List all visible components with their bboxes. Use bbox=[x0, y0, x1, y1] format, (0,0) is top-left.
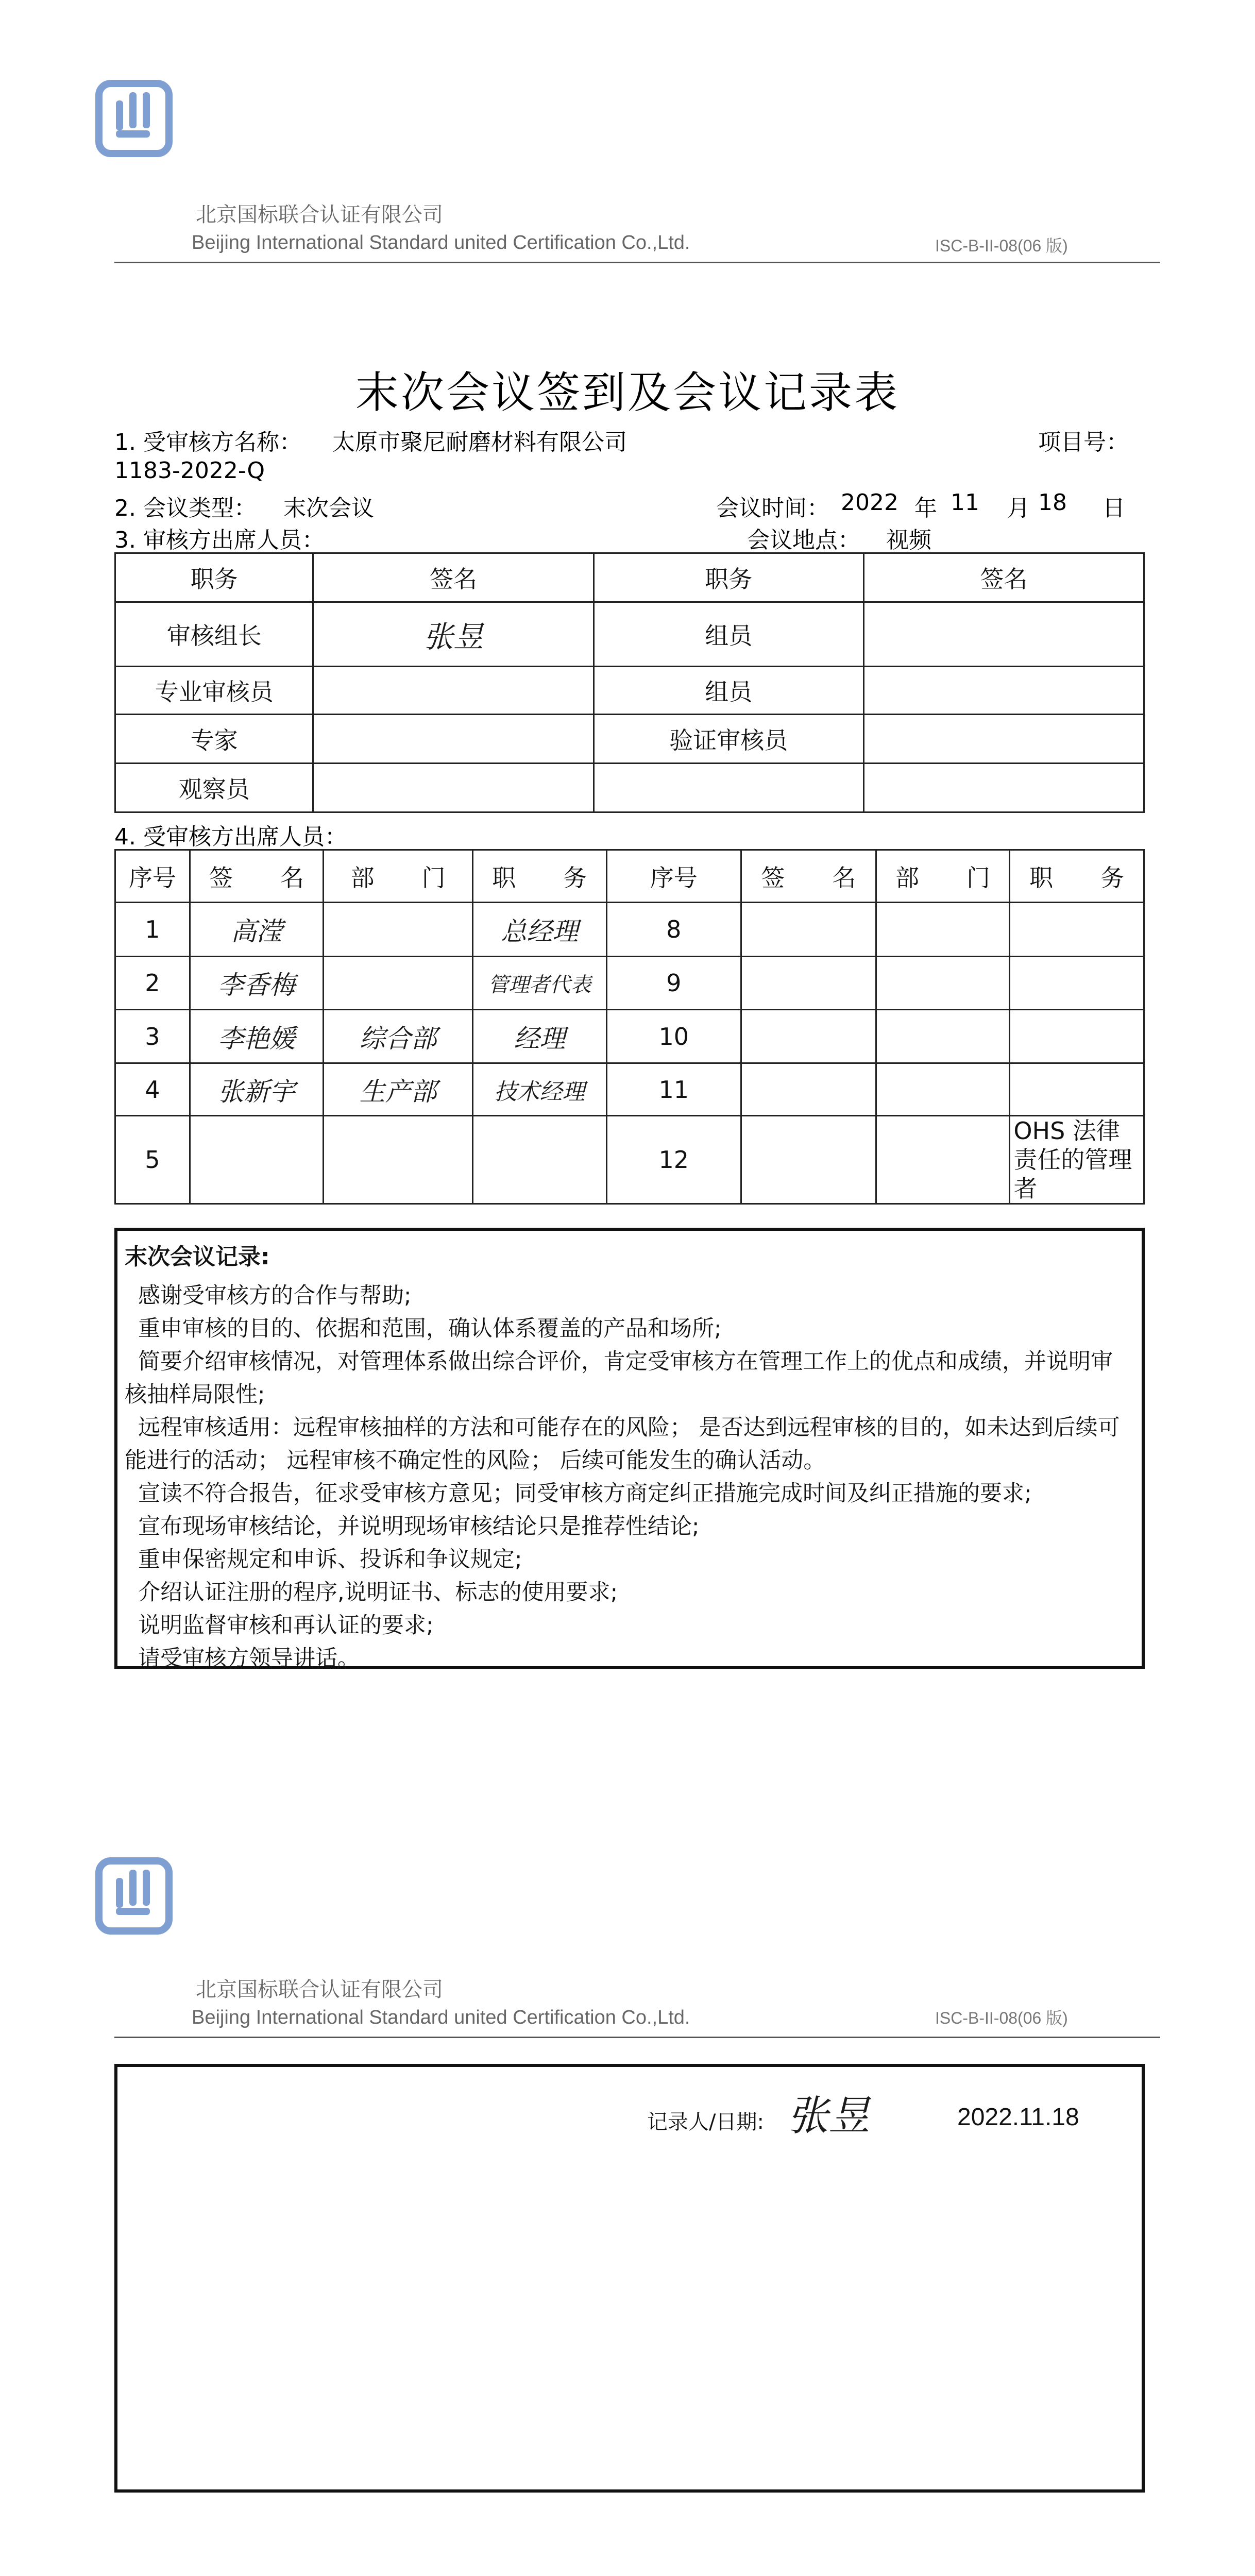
row-number: 1 bbox=[115, 903, 190, 957]
signature-cell bbox=[741, 1116, 876, 1204]
header-divider bbox=[114, 262, 1160, 263]
handwritten-department: 综合部 bbox=[359, 1023, 437, 1054]
role-cell: 观察员 bbox=[115, 764, 313, 812]
leader-signature: 张昱 bbox=[423, 619, 484, 654]
table-header-row bbox=[115, 553, 1144, 602]
signature-cell bbox=[741, 1010, 876, 1063]
column-header: 职务 bbox=[593, 553, 863, 602]
form-number: ISC-B-II-08(06 版) bbox=[935, 236, 1068, 255]
minutes-line: 宣布现场审核结论，并说明现场审核结论只是推荐性结论; bbox=[138, 1514, 700, 1539]
department-cell bbox=[324, 957, 473, 1010]
table-row bbox=[115, 602, 1144, 667]
table-row bbox=[115, 1010, 1144, 1063]
row-number: 3 bbox=[115, 1010, 190, 1063]
table-row bbox=[115, 1116, 1144, 1204]
role-cell: 专家 bbox=[115, 715, 313, 764]
table-header-row bbox=[115, 850, 1144, 903]
table-row bbox=[115, 667, 1144, 715]
signature-cell bbox=[863, 764, 1144, 812]
role-cell: 专业审核员 bbox=[115, 667, 313, 715]
meeting-year: 2022 bbox=[841, 489, 898, 516]
minutes-line: 介绍认证注册的程序,说明证书、标志的使用要求; bbox=[138, 1580, 618, 1605]
title-cell bbox=[472, 1063, 606, 1116]
record-box bbox=[114, 2064, 1145, 2493]
column-header: 部 门 bbox=[324, 850, 473, 903]
title-cell bbox=[1010, 1063, 1144, 1116]
auditee-attendees-label: 4. 受审核方出席人员： bbox=[114, 824, 347, 850]
signature-cell bbox=[190, 903, 324, 957]
attendee-signature: 张新宇 bbox=[218, 1076, 296, 1107]
table-row bbox=[115, 903, 1144, 957]
column-header: 职务 bbox=[115, 553, 313, 602]
department-cell bbox=[876, 1063, 1010, 1116]
row-number: 4 bbox=[115, 1063, 190, 1116]
role-cell: 组员 bbox=[593, 602, 863, 667]
row-number: 8 bbox=[606, 903, 741, 957]
title-cell: OHS 法律责任的管理者 bbox=[1010, 1116, 1144, 1204]
department-cell bbox=[876, 1010, 1010, 1063]
row-number: 2 bbox=[115, 957, 190, 1010]
signature-cell bbox=[313, 602, 593, 667]
title-cell bbox=[472, 957, 606, 1010]
column-header: 职 务 bbox=[472, 850, 606, 903]
page-title: 末次会议签到及会议记录表 bbox=[355, 367, 900, 418]
signature-cell bbox=[190, 957, 324, 1010]
signature-cell bbox=[190, 1063, 324, 1116]
company-logo-icon bbox=[95, 1857, 173, 1935]
project-label: 项目号： bbox=[1038, 429, 1129, 455]
table-row bbox=[115, 1063, 1144, 1116]
signature-cell bbox=[741, 957, 876, 1010]
meeting-place-label: 会议地点： bbox=[747, 527, 860, 553]
company-name-cn: 北京国标联合认证有限公司 bbox=[196, 1978, 443, 2002]
handwritten-department: 生产部 bbox=[359, 1076, 437, 1107]
title-cell bbox=[1010, 957, 1144, 1010]
department-cell bbox=[876, 903, 1010, 957]
minutes-line: 简要介绍审核情况，对管理体系做出综合评价，肯定受审核方在管理工作上的优点和成绩，并说明审 bbox=[138, 1349, 1113, 1375]
signature-cell bbox=[190, 1116, 324, 1204]
audit-team-table bbox=[114, 552, 1145, 813]
header-divider bbox=[114, 2037, 1160, 2038]
row-number: 5 bbox=[115, 1116, 190, 1204]
department-cell bbox=[876, 1116, 1010, 1204]
table-row bbox=[115, 715, 1144, 764]
form-number: ISC-B-II-08(06 版) bbox=[935, 2009, 1068, 2027]
minutes-line: 说明监督审核和再认证的要求; bbox=[138, 1613, 434, 1638]
title-cell bbox=[1010, 1010, 1144, 1063]
meeting-place-value: 视频 bbox=[886, 527, 931, 553]
minutes-line: 核抽样局限性; bbox=[125, 1382, 265, 1408]
signature-cell bbox=[863, 602, 1144, 667]
company-name-en: Beijing International Standard united Certification Co.,Ltd. bbox=[192, 2007, 690, 2028]
recorder-label: 记录人/日期: bbox=[647, 2110, 764, 2134]
row-number: 11 bbox=[606, 1063, 741, 1116]
department-cell bbox=[876, 957, 1010, 1010]
handwritten-title: 经理 bbox=[514, 1023, 566, 1054]
role-cell bbox=[593, 764, 863, 812]
meeting-day: 18 bbox=[1038, 489, 1067, 516]
signature-cell bbox=[313, 715, 593, 764]
column-header: 签 名 bbox=[741, 850, 876, 903]
column-header: 签 名 bbox=[190, 850, 324, 903]
signature-cell bbox=[863, 667, 1144, 715]
minutes-line: 请受审核方领导讲话。 bbox=[138, 1646, 360, 1671]
row-number: 9 bbox=[606, 957, 741, 1010]
auditee-label: 1. 受审核方名称： bbox=[114, 429, 302, 455]
company-name-en: Beijing International Standard united Certification Co.,Ltd. bbox=[192, 232, 690, 253]
table-row bbox=[115, 957, 1144, 1010]
title-cell bbox=[472, 1116, 606, 1204]
column-header: 签名 bbox=[313, 553, 593, 602]
role-cell: 审核组长 bbox=[115, 602, 313, 667]
audit-attendees-label: 3. 审核方出席人员： bbox=[114, 527, 325, 553]
column-header: 部 门 bbox=[876, 850, 1010, 903]
meeting-minutes-box bbox=[114, 1228, 1145, 1669]
company-name-cn: 北京国标联合认证有限公司 bbox=[196, 203, 443, 227]
attendee-signature: 李艳媛 bbox=[218, 1023, 296, 1054]
handwritten-title: 技术经理 bbox=[494, 1078, 585, 1105]
department-cell bbox=[324, 1010, 473, 1063]
signature-cell bbox=[313, 764, 593, 812]
record-date: 2022.11.18 bbox=[957, 2104, 1079, 2131]
minutes-heading: 末次会议记录: bbox=[125, 1244, 270, 1270]
row-number: 10 bbox=[606, 1010, 741, 1063]
meeting-type-label: 2. 会议类型： bbox=[114, 495, 257, 521]
department-cell bbox=[324, 903, 473, 957]
meeting-year-unit: 年 bbox=[914, 495, 937, 521]
auditee-attendees-table bbox=[114, 849, 1145, 1205]
handwritten-title: 总经理 bbox=[501, 917, 579, 946]
title-cell bbox=[472, 903, 606, 957]
signature-cell bbox=[863, 715, 1144, 764]
recorder-signature: 张昱 bbox=[787, 2092, 870, 2140]
signature-cell bbox=[190, 1010, 324, 1063]
attendee-signature: 李香梅 bbox=[218, 970, 296, 1000]
meeting-day-unit: 日 bbox=[1103, 495, 1125, 521]
meeting-time-label: 会议时间： bbox=[716, 495, 829, 521]
minutes-line: 感谢受审核方的合作与帮助; bbox=[138, 1283, 412, 1309]
meeting-month-unit: 月 bbox=[1007, 495, 1030, 521]
meeting-type-value: 末次会议 bbox=[283, 495, 374, 521]
department-cell bbox=[324, 1063, 473, 1116]
role-cell: 组员 bbox=[593, 667, 863, 715]
column-header: 职 务 bbox=[1010, 850, 1144, 903]
column-header: 序号 bbox=[606, 850, 741, 903]
minutes-line: 重申保密规定和申诉、投诉和争议规定; bbox=[138, 1547, 522, 1572]
column-header: 签名 bbox=[863, 553, 1144, 602]
minutes-line: 能进行的活动； 远程审核不确定性的风险； 后续可能发生的确认活动。 bbox=[125, 1448, 826, 1473]
table-row bbox=[115, 764, 1144, 812]
department-cell bbox=[324, 1116, 473, 1204]
minutes-line: 宣读不符合报告，征求受审核方意见；同受审核方商定纠正措施完成时间及纠正措施的要求; bbox=[138, 1481, 1032, 1506]
attendee-signature: 高滢 bbox=[231, 917, 283, 946]
handwritten-title: 管理者代表 bbox=[488, 973, 591, 997]
auditee-name: 太原市聚尼耐磨材料有限公司 bbox=[332, 429, 627, 455]
title-cell bbox=[1010, 903, 1144, 957]
column-header: 序号 bbox=[115, 850, 190, 903]
minutes-body bbox=[125, 1279, 1138, 1675]
project-number: 1183-2022-Q bbox=[114, 457, 265, 484]
signature-cell bbox=[741, 1063, 876, 1116]
signature-cell bbox=[313, 667, 593, 715]
signature-cell bbox=[741, 903, 876, 957]
title-cell bbox=[472, 1010, 606, 1063]
row-number: 12 bbox=[606, 1116, 741, 1204]
minutes-line: 远程审核适用：远程审核抽样的方法和可能存在的风险； 是否达到远程审核的目的，如未达到后续可 bbox=[138, 1415, 1120, 1440]
company-logo-icon bbox=[95, 80, 173, 157]
minutes-line: 重申审核的目的、依据和范围，确认体系覆盖的产品和场所; bbox=[138, 1316, 722, 1342]
role-cell: 验证审核员 bbox=[593, 715, 863, 764]
meeting-month: 11 bbox=[951, 489, 979, 516]
